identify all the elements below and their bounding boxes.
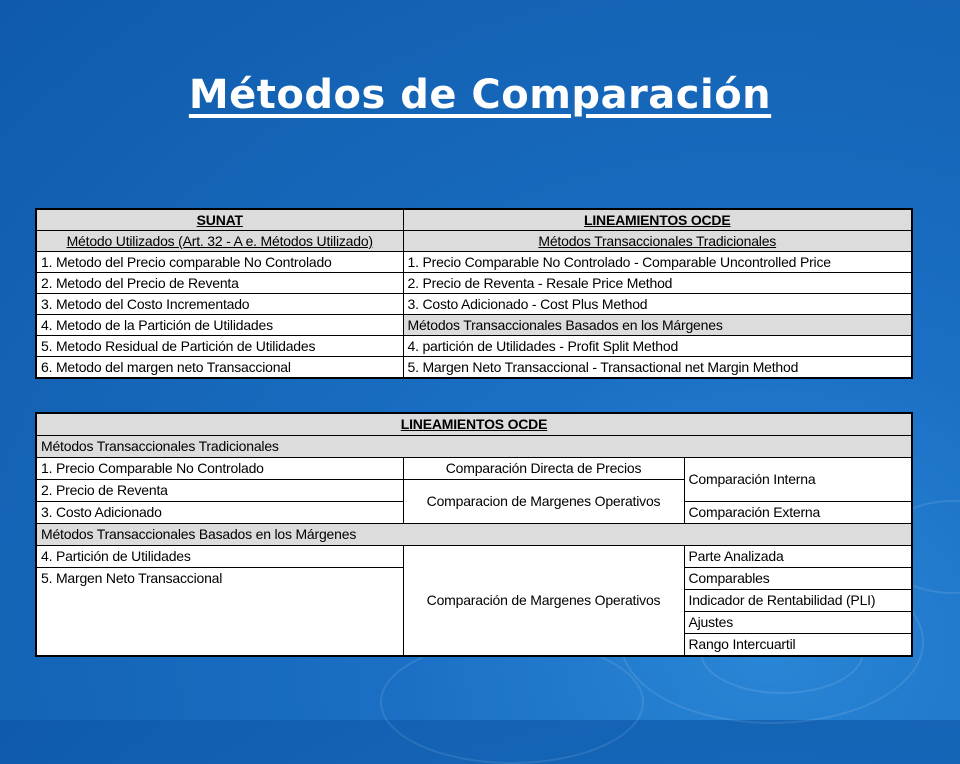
comparison-operating-margins: Comparacion de Margenes Operativos — [403, 480, 684, 524]
sunat-method-1: 1. Metodo del Precio comparable No Controlado — [36, 252, 403, 273]
method-5: 5. Margen Neto Transaccional — [36, 568, 403, 657]
table-row — [36, 546, 912, 568]
oecd-comparison-table — [35, 412, 913, 657]
sunat-method-6: 6. Metodo del margen neto Transaccional — [36, 357, 403, 379]
header-ocde: LINEAMIENTOS OCDE — [36, 413, 912, 436]
ocde-method-4: 4. partición de Utilidades - Profit Split Method — [403, 336, 912, 357]
table-header-row — [36, 209, 912, 231]
table-row — [36, 294, 912, 315]
sunat-method-3: 3. Metodo del Costo Incrementado — [36, 294, 403, 315]
table-row — [36, 273, 912, 294]
method-2: 2. Precio de Reventa — [36, 480, 403, 502]
analyzed-party: Parte Analizada — [684, 546, 912, 568]
ocde-method-2: 2. Precio de Reventa - Resale Price Method — [403, 273, 912, 294]
ocde-method-3: 3. Costo Adicionado - Cost Plus Method — [403, 294, 912, 315]
sunat-method-5: 5. Metodo Residual de Partición de Utilidades — [36, 336, 403, 357]
header-sunat: SUNAT — [36, 209, 403, 231]
section-row — [36, 524, 912, 546]
comparison-internal: Comparación Interna — [684, 458, 912, 502]
method-1: 1. Precio Comparable No Controlado — [36, 458, 403, 480]
method-4: 4. Partición de Utilidades — [36, 546, 403, 568]
sunat-oecd-methods-table — [35, 208, 913, 379]
table-row — [36, 357, 912, 379]
subheader-sunat: Método Utilizados (Art. 32 - A e. Métodos Utilizado) — [36, 231, 403, 252]
interquartile-range: Rango Intercuartil — [684, 634, 912, 657]
profit-level-indicator: Indicador de Rentabilidad (PLI) — [684, 590, 912, 612]
section-traditional: Métodos Transaccionales Tradicionales — [36, 436, 912, 458]
slide-title: Métodos de Comparación — [188, 72, 772, 118]
table-subheader-row — [36, 231, 912, 252]
comparables: Comparables — [684, 568, 912, 590]
comparison-direct-prices: Comparación Directa de Precios — [403, 458, 684, 480]
table-header-row — [36, 413, 912, 436]
comparison-operating-margins-2: Comparación de Margenes Operativos — [403, 546, 684, 657]
table-row — [36, 458, 912, 480]
ocde-method-1: 1. Precio Comparable No Controlado - Comparable Uncontrolled Price — [403, 252, 912, 273]
sunat-method-4: 4. Metodo de la Partición de Utilidades — [36, 315, 403, 336]
method-3: 3. Costo Adicionado — [36, 502, 403, 524]
sunat-method-2: 2. Metodo del Precio de Reventa — [36, 273, 403, 294]
table-row — [36, 315, 912, 336]
table-row — [36, 336, 912, 357]
comparison-external: Comparación Externa — [684, 502, 912, 524]
section-row — [36, 436, 912, 458]
ocde-margin-methods-heading: Métodos Transaccionales Basados en los Márgenes — [403, 315, 912, 336]
ocde-method-5: 5. Margen Neto Transaccional - Transactional net Margin Method — [403, 357, 912, 379]
subheader-ocde: Métodos Transaccionales Tradicionales — [403, 231, 912, 252]
background-ripple — [380, 640, 644, 764]
section-margin-based: Métodos Transaccionales Basados en los Márgenes — [36, 524, 912, 546]
adjustments: Ajustes — [684, 612, 912, 634]
table-row — [36, 252, 912, 273]
header-ocde: LINEAMIENTOS OCDE — [403, 209, 912, 231]
